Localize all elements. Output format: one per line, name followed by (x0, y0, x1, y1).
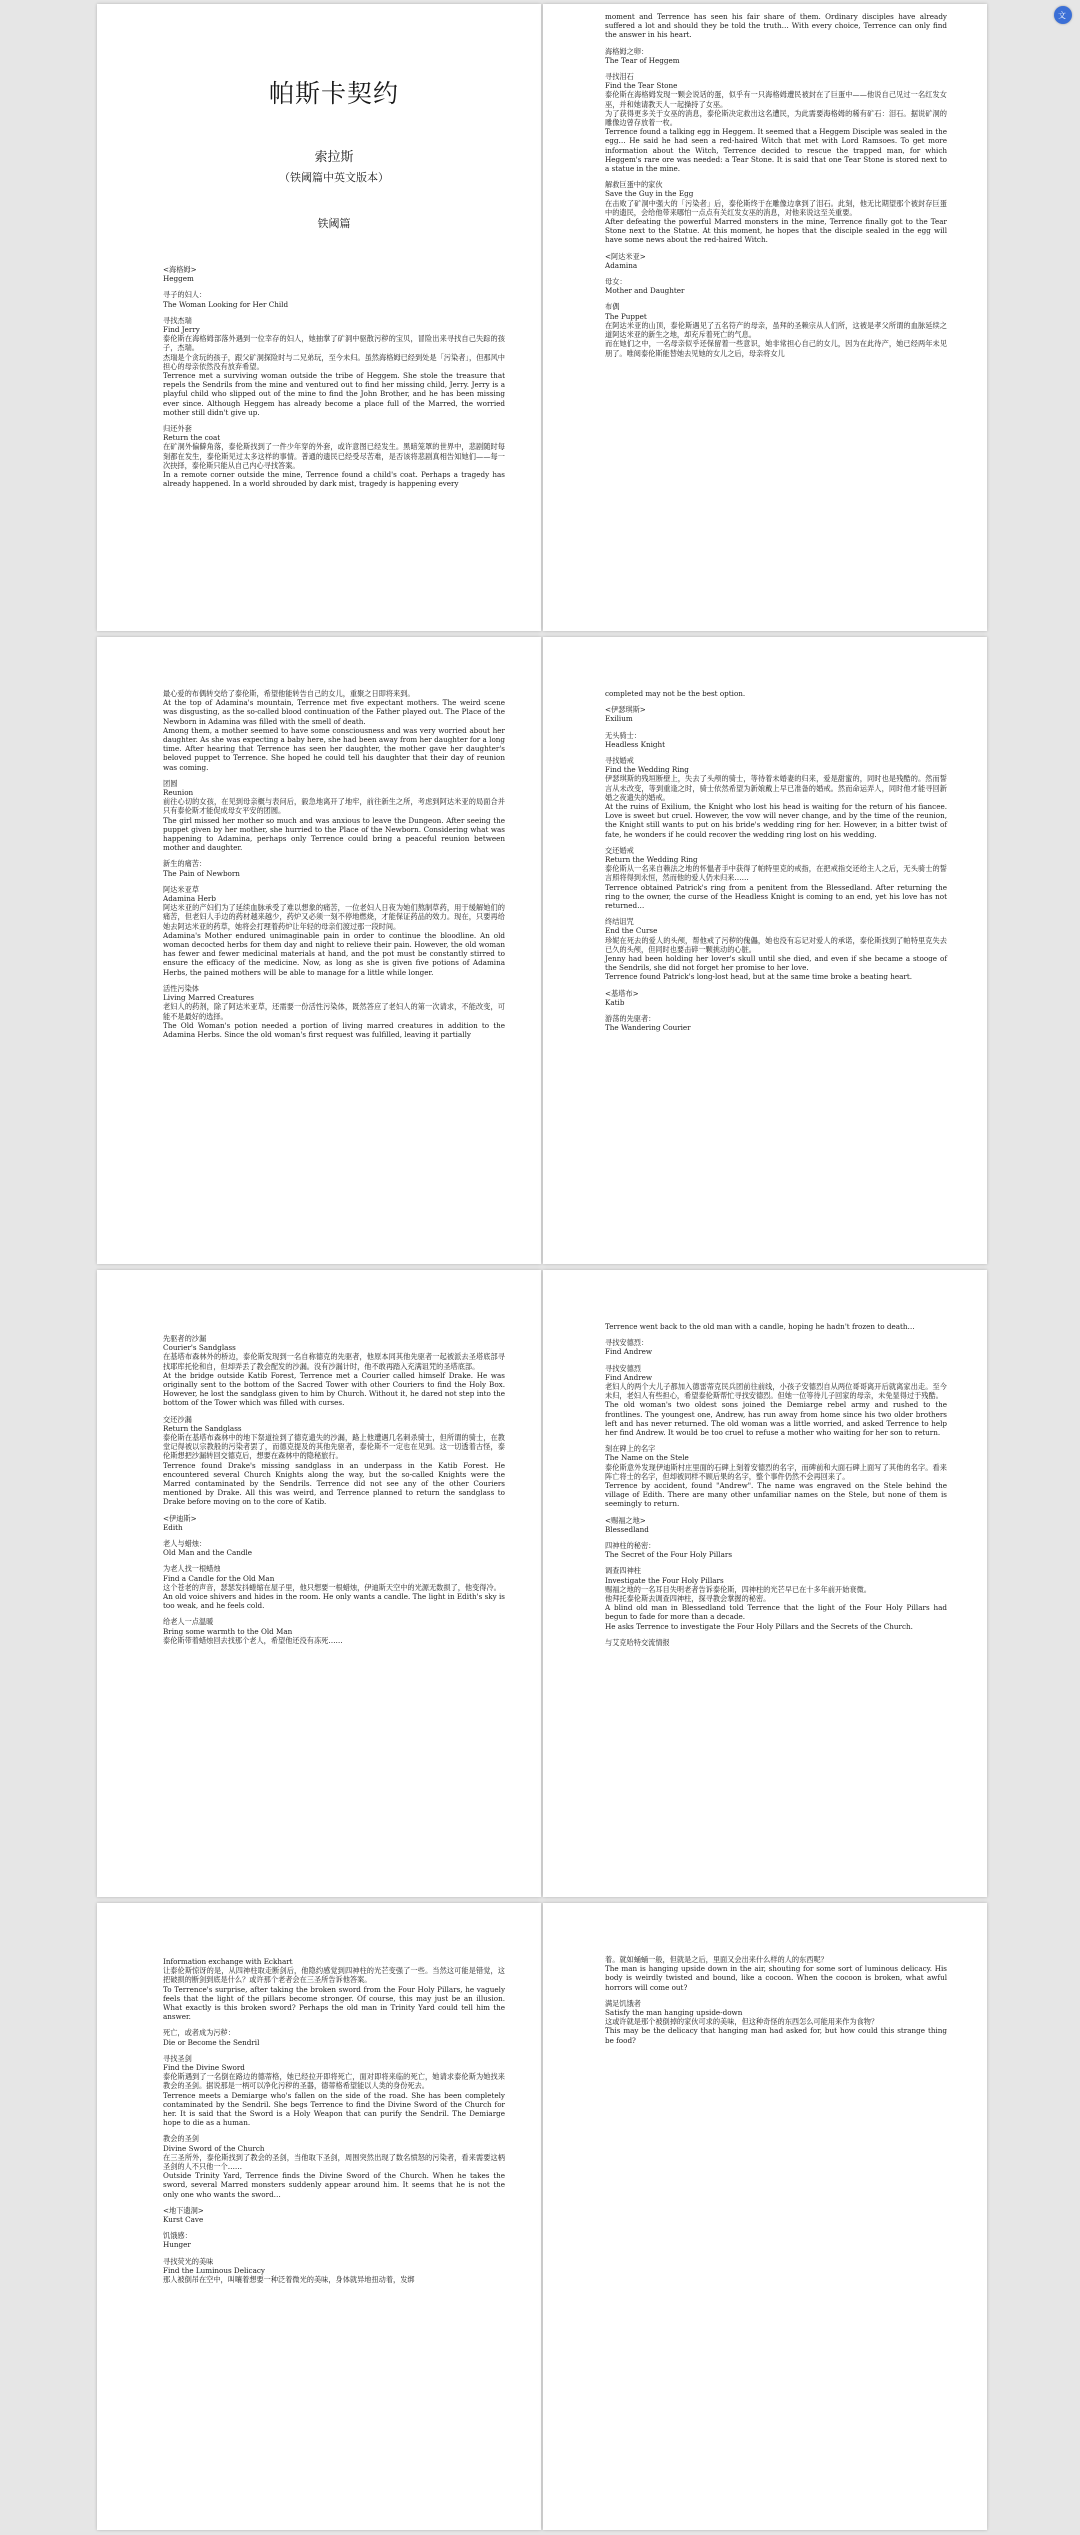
paragraph: 寻找荧光的美味 (163, 2256, 214, 2266)
paragraph: 寻找安德烈 (605, 1363, 641, 1373)
paragraph: Investigate the Four Holy Pillars (605, 1575, 724, 1585)
text-block (163, 885, 505, 977)
translate-button[interactable] (1054, 6, 1072, 24)
paragraph: 阿达米亚的产妇们为了延续血脉承受了难以想象的痛苦，一位老妇人日夜为她们熬制草药，用于缓解她们的痛苦，但老妇人手边的药材越来越少，药炉又必须一刻不停地燃烧，才能保证药品的效力。现在，只要再给她去阿达米亚的药草，她将会打理着药炉让年轻的母亲们渡过那一段时间。 (163, 903, 505, 931)
paragraph: 先驱者的沙漏 (163, 1334, 207, 1343)
paragraph: Return the Wedding Ring (605, 855, 698, 865)
paragraph: 着。就如蛹蛹一般，但就是之后，里面又会出来什么样的人的东西呢？ (605, 1955, 828, 1964)
paragraph: At the ruins of Exilium, the Knight who lost his head is waiting for the return of his fiancee. Love is sweet but cruel. However, the vow will never change, and by the time of the reunion, the Knight still wants to put on his bride's wedding ring for her. However, in a bitter twist of fate, he wonders if he could recover the wedding ring lost on his wedding. (605, 802, 947, 839)
page-7-content (163, 1957, 505, 2520)
paragraph: Among them, a mother seemed to have some consciousness and was very worried about her daughter. As she was expecting a baby here, she had been away from her daughter for a long time. After hearing that Terrence has seen her daughter, the mother gave her daughter's beloved puppet to Terrence. She hoped he could tell his daughter that their day of reunion was coming. (163, 725, 505, 772)
paragraph: 交还沙漏 (163, 1414, 192, 1424)
text-block (605, 1014, 947, 1032)
text-block (163, 2206, 505, 2224)
paragraph: 教会的圣剑 (163, 2134, 199, 2144)
text-block (605, 72, 947, 173)
paragraph: Bring some warmth to the Old Man (163, 1626, 293, 1636)
text-block (163, 779, 505, 853)
paragraph: completed may not be the best option. (605, 689, 746, 698)
paragraph: Outside Trinity Yard, Terrence finds the Divine Sword of the Church. When he takes the sword, several Marred monsters suddenly appear around him. It seems that he is not the only one who wants the sword… (163, 2171, 505, 2199)
text-block (605, 689, 947, 698)
svg-text:文: 文 (1058, 11, 1066, 20)
paragraph: 在阿达米亚的山顶，泰伦斯遇见了五名符产的母亲，虽拜的圣赖宗从人们所，这被是孝父所谓的血脉延续之道阿达米亚的新生之地，却充斥着死亡的气息。 (605, 320, 947, 340)
paragraph: Terrence met a surviving woman outside the tribe of Heggem. She stole the treasure that repels the Sendrils from the mine and ventured out to find her missing child, Jerry. Jerry is a playful child who slipped out of the mine to find the John Brother, and he has been missing ever since. Although Heggem has already become a place full of the Marred, the worried mother still didn't give up. (163, 371, 505, 417)
text-block (163, 290, 505, 308)
text-block (163, 1415, 505, 1507)
paragraph: <伊迪斯> (163, 1513, 197, 1523)
paragraph: 刻在碑上的名字 (605, 1444, 656, 1454)
text-block (605, 1638, 947, 1647)
text-block (163, 1957, 505, 2021)
text-block (605, 302, 947, 357)
paragraph: 伊瑟琪斯的残垣断壁上，失去了头颅的骑士，等待着未婚妻的归来，爱是甜蜜的，同时也是残酷的。然而誓言从未改变，等到重逢之时，骑士依然希望为新娘戴上早已准备的婚戒。然而命运弄人，同时他才能寻回新婚之夜遗失的婚戒。 (605, 774, 947, 802)
page-2-content (605, 12, 947, 621)
text-block (605, 1364, 947, 1438)
paragraph: Divine Sword of the Church (163, 2143, 265, 2153)
document-edition: （铁阈篇中英文版本） (279, 171, 389, 184)
text-block (163, 1334, 505, 1408)
paragraph: Find the Tear Stone (605, 81, 678, 91)
translate-icon (1057, 9, 1069, 21)
paragraph: 团圆 (163, 778, 178, 788)
document-page-1 (97, 4, 541, 631)
paragraph: Return the coat (163, 433, 221, 443)
paragraph: A blind old man in Blessedland told Terrence that the light of the Four Holy Pillars had begun to fade for more than a decade. (605, 1603, 947, 1622)
paragraph: Find Andrew (605, 1347, 653, 1357)
page-6-content (605, 1322, 947, 1887)
paragraph: 寻找圣剑 (163, 2053, 192, 2063)
paragraph: 与艾克哈特交流情报 (605, 1637, 670, 1647)
paragraph: 为老人找一根蜡烛 (163, 1564, 221, 1574)
paragraph: 在基塔布森林外的桥边，泰伦斯发现到一名自称德克的先驱者，他原本同其他先驱者一起被派去圣塔底部寻找耶库托伦和自，但却弄丢了教会配发的沙漏。没有沙漏计时，他不敢再踏入充满诅咒的圣塔底部。 (163, 1352, 505, 1371)
paragraph: <伊瑟琪斯> (605, 705, 646, 715)
paragraph: Old Man and the Candle (163, 1548, 253, 1558)
document-page-8 (543, 1903, 987, 2530)
paragraph: Terrence obtained Patrick's ring from a penitent from the Blessedland. After returning the ring to the owner, the curse of the Headless Knight is coming to an end, yet his love has not returned… (605, 882, 947, 911)
document-page-7 (97, 1903, 541, 2530)
paragraph: 泰伦斯在海格姆发现一颗会说话的蛋，似乎有一只海格姆遭民被封在了巨蛋中——他说自己见过一名红发女巫，并和她请教天人一起操持了女巫。 (605, 90, 947, 109)
paragraph: Save the Guy in the Egg (605, 189, 694, 199)
page-3-content (163, 689, 505, 1254)
text-block (163, 859, 505, 877)
text-block (163, 1539, 505, 1557)
text-block (605, 989, 947, 1007)
paragraph: After defeating the powerful Marred monsters in the mine, Terrence finally got to the Tear Stone next to the Statue. At this moment, he hopes that the disciple sealed in the egg will have some news about the red-haired Witch. (605, 217, 947, 245)
paragraph: 解救巨蛋中的家伙 (605, 180, 663, 190)
paragraph: The Tear of Heggem (605, 55, 680, 65)
paragraph: 泰伦斯从一名来自赖法之地的怀愠者手中获得了帕特里克的戒指，在把戒指交还给主人之后，无头骑士的誓言照将得到永恒，然而他的爱人仍未归来…… (605, 864, 947, 883)
paragraph: 给老人一点温暖 (163, 1617, 214, 1627)
text-block (163, 689, 505, 772)
paragraph: 寻找泪石 (605, 72, 634, 82)
paragraph: At the top of Adamina's mountain, Terrence met five expectant mothers. The weird scene was disgusting, as the so-called blood continuation of the Father played out. The Place of the Newborn in Adamina was filled with the smell of death. (163, 698, 505, 726)
paragraph: Headless Knight (605, 739, 666, 749)
paragraph: The Puppet (605, 311, 647, 321)
paragraph: 在击败了矿洞中强大的「污染者」后，泰伦斯终于在雕像边拿到了泪石。此刻，他无比期望那个被封存巨蛋中的遗民，会给他带来哪怕一点点有关红发女巫的消息，对他来说这至关重要。 (605, 198, 947, 217)
paragraph: 交还婚戒 (605, 845, 634, 855)
paragraph: 布偶 (605, 302, 620, 312)
text-block (605, 756, 947, 839)
text-block (605, 1999, 947, 2045)
paragraph: moment and Terrence has seen his fair share of them. Ordinary disciples have already suffered a lot and should they be told the truth… With every choice, Terrence can only find the answer in his heart. (605, 12, 947, 40)
paragraph: The man is hanging upside down in the air, shouting for some sort of luminous delicacy. His body is weirdly twisted and bound, like a cocoon. When the cocoon is broken, what awful horrors will come out? (605, 1964, 947, 1992)
paragraph: Satisfy the man hanging upside-down (605, 2008, 743, 2018)
paragraph: 母女： (605, 277, 627, 287)
paragraph: Blessedland (605, 1524, 649, 1534)
paragraph: 终结诅咒 (605, 917, 634, 927)
text-block (163, 2231, 505, 2249)
paragraph: 前往心切的女孩，在见到母亲概与表问后，毅急地离开了地牢，前往新生之所，考虑到阿达米亚的局面合并只有泰伦斯才能促成母女平安的团圆。 (163, 797, 505, 816)
paragraph: The Old Woman's potion needed a portion of living marred creatures in addition to the Adamina Herbs. Since the old woman's first request was fulfilled, leaving it partially (163, 1020, 505, 1039)
paragraph: Jenny had been holding her lover's skull until she died, and even if she became a stooge of the Sendrils, she did not forget her promise to her love. (605, 954, 947, 973)
text-block (605, 917, 947, 981)
paragraph: Terrence meets a Demiarge who's fallen on the side of the road. She has been completely contaminated by the Sendril. She begs Terrence to find the Divine Sword of the Church for her. It is said that the Sword is a Holy Weapon that can purify the Sendril. The Demiarge hope to die as a human. (163, 2090, 505, 2128)
paragraph: Adamina's Mother endured unimaginable pain in order to continue the bloodline. An old woman decocted herbs for them day and night to relieve their pain. However, the old woman has fewer and fewer medicinal materials at hand, and the pot must be constantly stirred to ensure the efficacy of the medicine. Now, as long as she is given five potions of Adamina Herbs, the pained mothers will be able to manage for a little while longer. (163, 930, 505, 977)
text-block (605, 252, 947, 270)
paragraph: Adamina Herb (163, 894, 216, 904)
paragraph: <赐福之地> (605, 1515, 646, 1525)
paragraph: 泰伦斯带着蜡烛回去找那个老人，希望他还没有冻死…… (163, 1635, 343, 1645)
paragraph: To Terrence's surprise, after taking the broken sword from the Four Holy Pillars, he vaguely feels that the light of the pillars become stronger. Of course, this may just be an illusion. What exactly is this broken sword? Perhaps the old man in Trinity Yard could tell him the answer. (163, 1984, 505, 2022)
paragraph: 泰伦斯遇到了一名倒在路边的德蒂格，她已经拉开即将死亡，面对即将来临的死亡，她请求泰伦斯为她找来教会的圣剑。据说那是一柄可以净化污秽的圣器，德蒂格希望能以人类的身份死去。 (163, 2072, 505, 2091)
text-block (605, 277, 947, 295)
paragraph: 老妇人的两个大儿子都加入德雷蒂克民兵团前往前线，小孩子安德烈自从两位哥哥离开后就离家出走。至今未归，老妇人有些担心，希望泰伦斯帮忙寻找安德烈。但她一位等待儿子回家的母亲，未免显得过于残酷。 (605, 1382, 947, 1401)
paragraph: <海格姆> (163, 265, 197, 274)
text-block (163, 2257, 505, 2285)
document-page-2 (543, 4, 987, 631)
text-block (605, 1955, 947, 1992)
paragraph: 最心爱的布偶转交给了泰伦斯，希望他能转告自己的女儿，重聚之日即将来到。 (163, 689, 415, 698)
paragraph: 为了获得更多关于女巫的消息，泰伦斯决定救出这名遭民，为此需要海格姆的稀有矿石：泪石。据说矿洞的雕像边曾存放着一枚。 (605, 108, 947, 128)
page-5-content (163, 1334, 505, 1887)
paragraph: Find Jerry (163, 325, 200, 335)
paragraph: 杰瑞是个贪玩的孩子，跟父矿洞探险时与二兄弟玩，至今未归。虽然海格姆已经到处是「污染者」，但那风中担心的母亲依然没有放弃希望。 (163, 352, 505, 371)
paragraph: Katib (605, 997, 625, 1007)
document-page-5 (97, 1270, 541, 1897)
page-4-content (605, 689, 947, 1254)
text-block (163, 265, 505, 283)
paragraph: 寻子的妇人： (163, 290, 207, 300)
paragraph: Exilium (605, 714, 633, 724)
paragraph: 寻找杰瑞 (163, 315, 192, 325)
paragraph: Die or Become the Sendril (163, 2037, 260, 2047)
paragraph: Terrence by accident, found "Andrew". The name was engraved on the Stele behind the village of Edith. There are many other unfamiliar names on the Stele, but none of them is seemingly to return. (605, 1481, 947, 1509)
paragraph: Reunion (163, 788, 194, 798)
paragraph: 在三圣所外，泰伦斯找到了教会的圣剑，当他取下圣剑，周围突然出现了数名愤怒的污染者，看来需要这柄圣剑的人不只他一个…… (163, 2152, 505, 2172)
paragraph: Courier's Sandglass (163, 1343, 236, 1353)
paragraph: At the bridge outside Katib Forest, Terrence met a Courier called himself Drake. He was originally sent to the bottom of the Sacred Tower with other Couriers to find the Holy Box. However, he lost the sandglass given to him by Church. Without it, he dared not step into the bottom of the Tower which was filled with curses. (163, 1370, 505, 1408)
section-title: 铁阈篇 (317, 217, 351, 230)
paragraph: 四神柱的秘密： (605, 1541, 656, 1551)
paragraph: An old voice shivers and hides in the room. He only wants a candle. The light in Edith's sky is too weak, and he feels cold. (163, 1592, 505, 1611)
text-block (163, 2028, 505, 2046)
paragraph: Kurst Cave (163, 2215, 204, 2225)
paragraph: 在矿洞外偏僻角落，泰伦斯找到了一件少年穿的外套，或许意图已经发生。黑暗笼罩的世界中，悲剧随时每刻都在发生，泰伦斯见过太多这样的事情。普通的遗民已经受尽苦难，是否该将悲剧真相告知她们——每一次抉择，泰伦斯只能从自己内心寻找答案。 (163, 442, 505, 470)
paragraph: 调查四神柱 (605, 1566, 641, 1576)
text-block (605, 1566, 947, 1630)
paragraph: This may be the delicacy that hanging man had asked for, but how could this strange thing be food? (605, 2026, 947, 2045)
paragraph: Terrence found a talking egg in Heggem. It seemed that a Heggem Disciple was sealed in the egg… He said he had seen a red-haired Witch that met with Lord Ramsoes. To get more information about the Witch, Terrence decided to rescue the trapped man, for which Heggem's rare ore was needed: a Tear Stone. It is said that one Tear Stone is stored next to a statue in the mine. (605, 127, 947, 174)
paragraph: Living Marred Creatures (163, 993, 254, 1003)
paragraph: <地下遗洞> (163, 2205, 204, 2215)
text-block (605, 1322, 947, 1331)
paragraph: 死亡，或者成为污秽： (163, 2028, 235, 2038)
paragraph: 他拜托泰伦斯去调查四神柱，探寻教会掌握的秘密。 (605, 1594, 771, 1604)
paragraph: 满足饥饿者 (605, 1998, 641, 2008)
paragraph: 泰伦斯意外发现伊迪斯村庄里面的石碑上刻着安德烈的名字，而碑前和大面石碑上面写了其他的名字。看来阵亡将士的名字，但却被同样不顾后果的名字，整个事件仍然不会再回来了。 (605, 1462, 947, 1481)
text-block (163, 1564, 505, 1610)
paragraph: 活性污染体 (163, 983, 199, 993)
paragraph: The Wandering Courier (605, 1023, 691, 1033)
paragraph: 寻找安德烈： (605, 1338, 649, 1348)
paragraph: Adamina (605, 260, 638, 270)
paragraph: 珍妮在死去的爱人的头颅，帮他戒了污秽的傀儡，她也没有忘记对爱人的承诺，泰伦斯找到了帕特里克失去已久的头颅，但同时也要击碎一颗挑动的心脏。 (605, 935, 947, 954)
text-block (163, 1617, 505, 1645)
paragraph: The Pain of Newborn (163, 868, 240, 878)
paragraph: The Woman Looking for Her Child (163, 299, 289, 309)
paragraph: He asks Terrence to investigate the Four Holy Pillars and the Secrets of the Church. (605, 1621, 913, 1631)
paragraph: 而在她们之中，一名母亲似乎还保留着一些意识，她非常担心自己的女儿，因为在此待产，她已经两年未见朋了。唯阅泰伦斯能替她去见她的女儿之后，母亲将女儿 (605, 339, 947, 358)
paragraph: End the Curse (605, 926, 658, 936)
text-block (163, 424, 505, 488)
text-block (605, 1444, 947, 1508)
paragraph: <基塔布> (605, 988, 639, 998)
text-block (605, 731, 947, 749)
paragraph: Hunger (163, 2240, 191, 2250)
paragraph: Edith (163, 1522, 183, 1532)
text-block (605, 12, 947, 40)
paragraph: 赐福之地的一名耳目失明老者告诉泰伦斯，四神柱的光芒早已在十多年前开始衰微。 (605, 1584, 871, 1594)
paragraph: Terrence found Patrick's long-lost head, but at the same time broke a beating heart. (605, 972, 913, 982)
document-page-6 (543, 1270, 987, 1897)
paragraph: 无头骑士： (605, 730, 641, 740)
text-block (163, 2054, 505, 2128)
paragraph: 泰伦斯在基塔布森林中的地下祭道捡到了德克遗失的沙漏，路上他遭遇几名刺杀骑士，但所谓的骑士，在教堂记得被以宗教般的污染者罢了，而德克提及的其他先驱者，泰伦斯不一定也在见到。这一切透着古怪，泰伦斯想把沙漏转回交德克后，想要在森林中的隐秘旅行。 (163, 1433, 505, 1461)
text-block (605, 846, 947, 910)
paragraph: Find Andrew (605, 1372, 653, 1382)
text-block (605, 180, 947, 244)
paragraph: 老妇人的药剂，除了阿达米亚草，还需要一份活性污染体，既然答应了老妇人的第一次请求，不能改变，可能不是最好的选择。 (163, 1002, 505, 1021)
paragraph: 归还外套 (163, 424, 192, 434)
paragraph: 寻找婚戒 (605, 756, 634, 766)
paragraph: Information exchange with Eckhart (163, 1957, 293, 1966)
paragraph: The girl missed her mother so much and was anxious to leave the Dungeon. After seeing the puppet given by her mother, she hurried to the Place of the Newborn. Considering what was happening to Adamina, perhaps only Terrence could bring a peaceful reunion between mother and daughter. (163, 815, 505, 853)
paragraph: 新生的痛苦： (163, 859, 207, 869)
text-block (605, 1541, 947, 1559)
paragraph: Find a Candle for the Old Man (163, 1573, 275, 1583)
text-block (163, 1514, 505, 1532)
paragraph: 饥饿感： (163, 2231, 192, 2241)
text-block (605, 705, 947, 723)
document-author: 索拉斯 (314, 150, 354, 165)
paragraph: In a remote corner outside the mine, Terrence found a child's coat. Perhaps a tragedy has already happened. In a world shrouded by dark mist, tragedy is happening every (163, 470, 505, 489)
paragraph: 那人被倒吊在空中，叫嚷着想要一种泛着微光的美味，身体就异地扭动着，发绑 (163, 2275, 415, 2285)
paragraph: The Name on the Stele (605, 1453, 689, 1463)
paragraph: 海格姆之卵： (605, 46, 649, 56)
page-8-content (605, 1955, 947, 2520)
paragraph: Find the Divine Sword (163, 2063, 245, 2073)
paragraph: 泰伦斯在海格姆部落外遇到一位幸存的妇人，她抽掌了矿洞中驱散污秽的宝贝，冒险出来寻找自己失踪的孩子，杰瑞。 (163, 334, 505, 353)
paragraph: <阿达米亚> (605, 251, 646, 261)
text-block (163, 984, 505, 1039)
paragraph: The old woman's two oldest sons joined the Demiarge rebel army and rushed to the frontlines. The youngest one, Andrew, has run away from home since his two older brothers left and has never returned. The old woman was a little worried, and asked Terrence to help her find Andrew. It would be too cruel to refuse a mother who waiting for her son to return. (605, 1400, 947, 1438)
document-page-4 (543, 637, 987, 1264)
text-block (605, 1338, 947, 1356)
paragraph: 这个苍老的声音，瑟瑟发抖蜷缩在屋子里，他只想要一根蜡烛，伊迪斯天空中的光源无数损了，他变得冷。 (163, 1582, 501, 1592)
document-title: 帕斯卡契约 (268, 79, 399, 108)
document-page-3 (97, 637, 541, 1264)
paragraph: Terrence found Drake's missing sandglass in an underpass in the Katib Forest. He encountered several Church Knights along the way, but the so-called Knights were the Marred contaminated by the Sendrils. Terrence did not see any of the other Couriers mentioned by Drake. All this was weird, and Terrence planned to return the sandglass to Drake before moving on to the core of Katib. (163, 1460, 505, 1507)
paragraph: 游荡的先驱者： (605, 1014, 656, 1024)
paragraph: Mother and Daughter (605, 286, 685, 296)
paragraph: Return the Sandglass (163, 1423, 242, 1433)
text-block (163, 316, 505, 417)
paragraph: Find the Luminous Delicacy (163, 2265, 265, 2275)
text-block (605, 47, 947, 65)
paragraph: 老人与蜡烛： (163, 1539, 207, 1549)
paragraph: The Secret of the Four Holy Pillars (605, 1550, 733, 1560)
paragraph: 阿达米亚草 (163, 884, 199, 894)
paragraph: Terrence went back to the old man with a candle, hoping he hadn't frozen to death… (605, 1322, 915, 1331)
text-block (163, 2134, 505, 2198)
page-1-content (163, 32, 505, 621)
paragraph: Heggem (163, 274, 194, 284)
paragraph: 让泰伦斯惊讶的是，从四神柱取走断剑后，他隐约感觉到四神柱的光芒变强了一些。当然这可能是错觉，这把破损的断剑到底是什么？或许那个老者会在三圣所告诉他答案。 (163, 1966, 505, 1985)
text-block (605, 1516, 947, 1534)
paragraph: 这或许就是那个被倒掉的家伙可求的美味，但这种奇怪的东西怎么可能用来作为食物？ (605, 2017, 879, 2027)
paragraph: Find the Wedding Ring (605, 765, 689, 775)
